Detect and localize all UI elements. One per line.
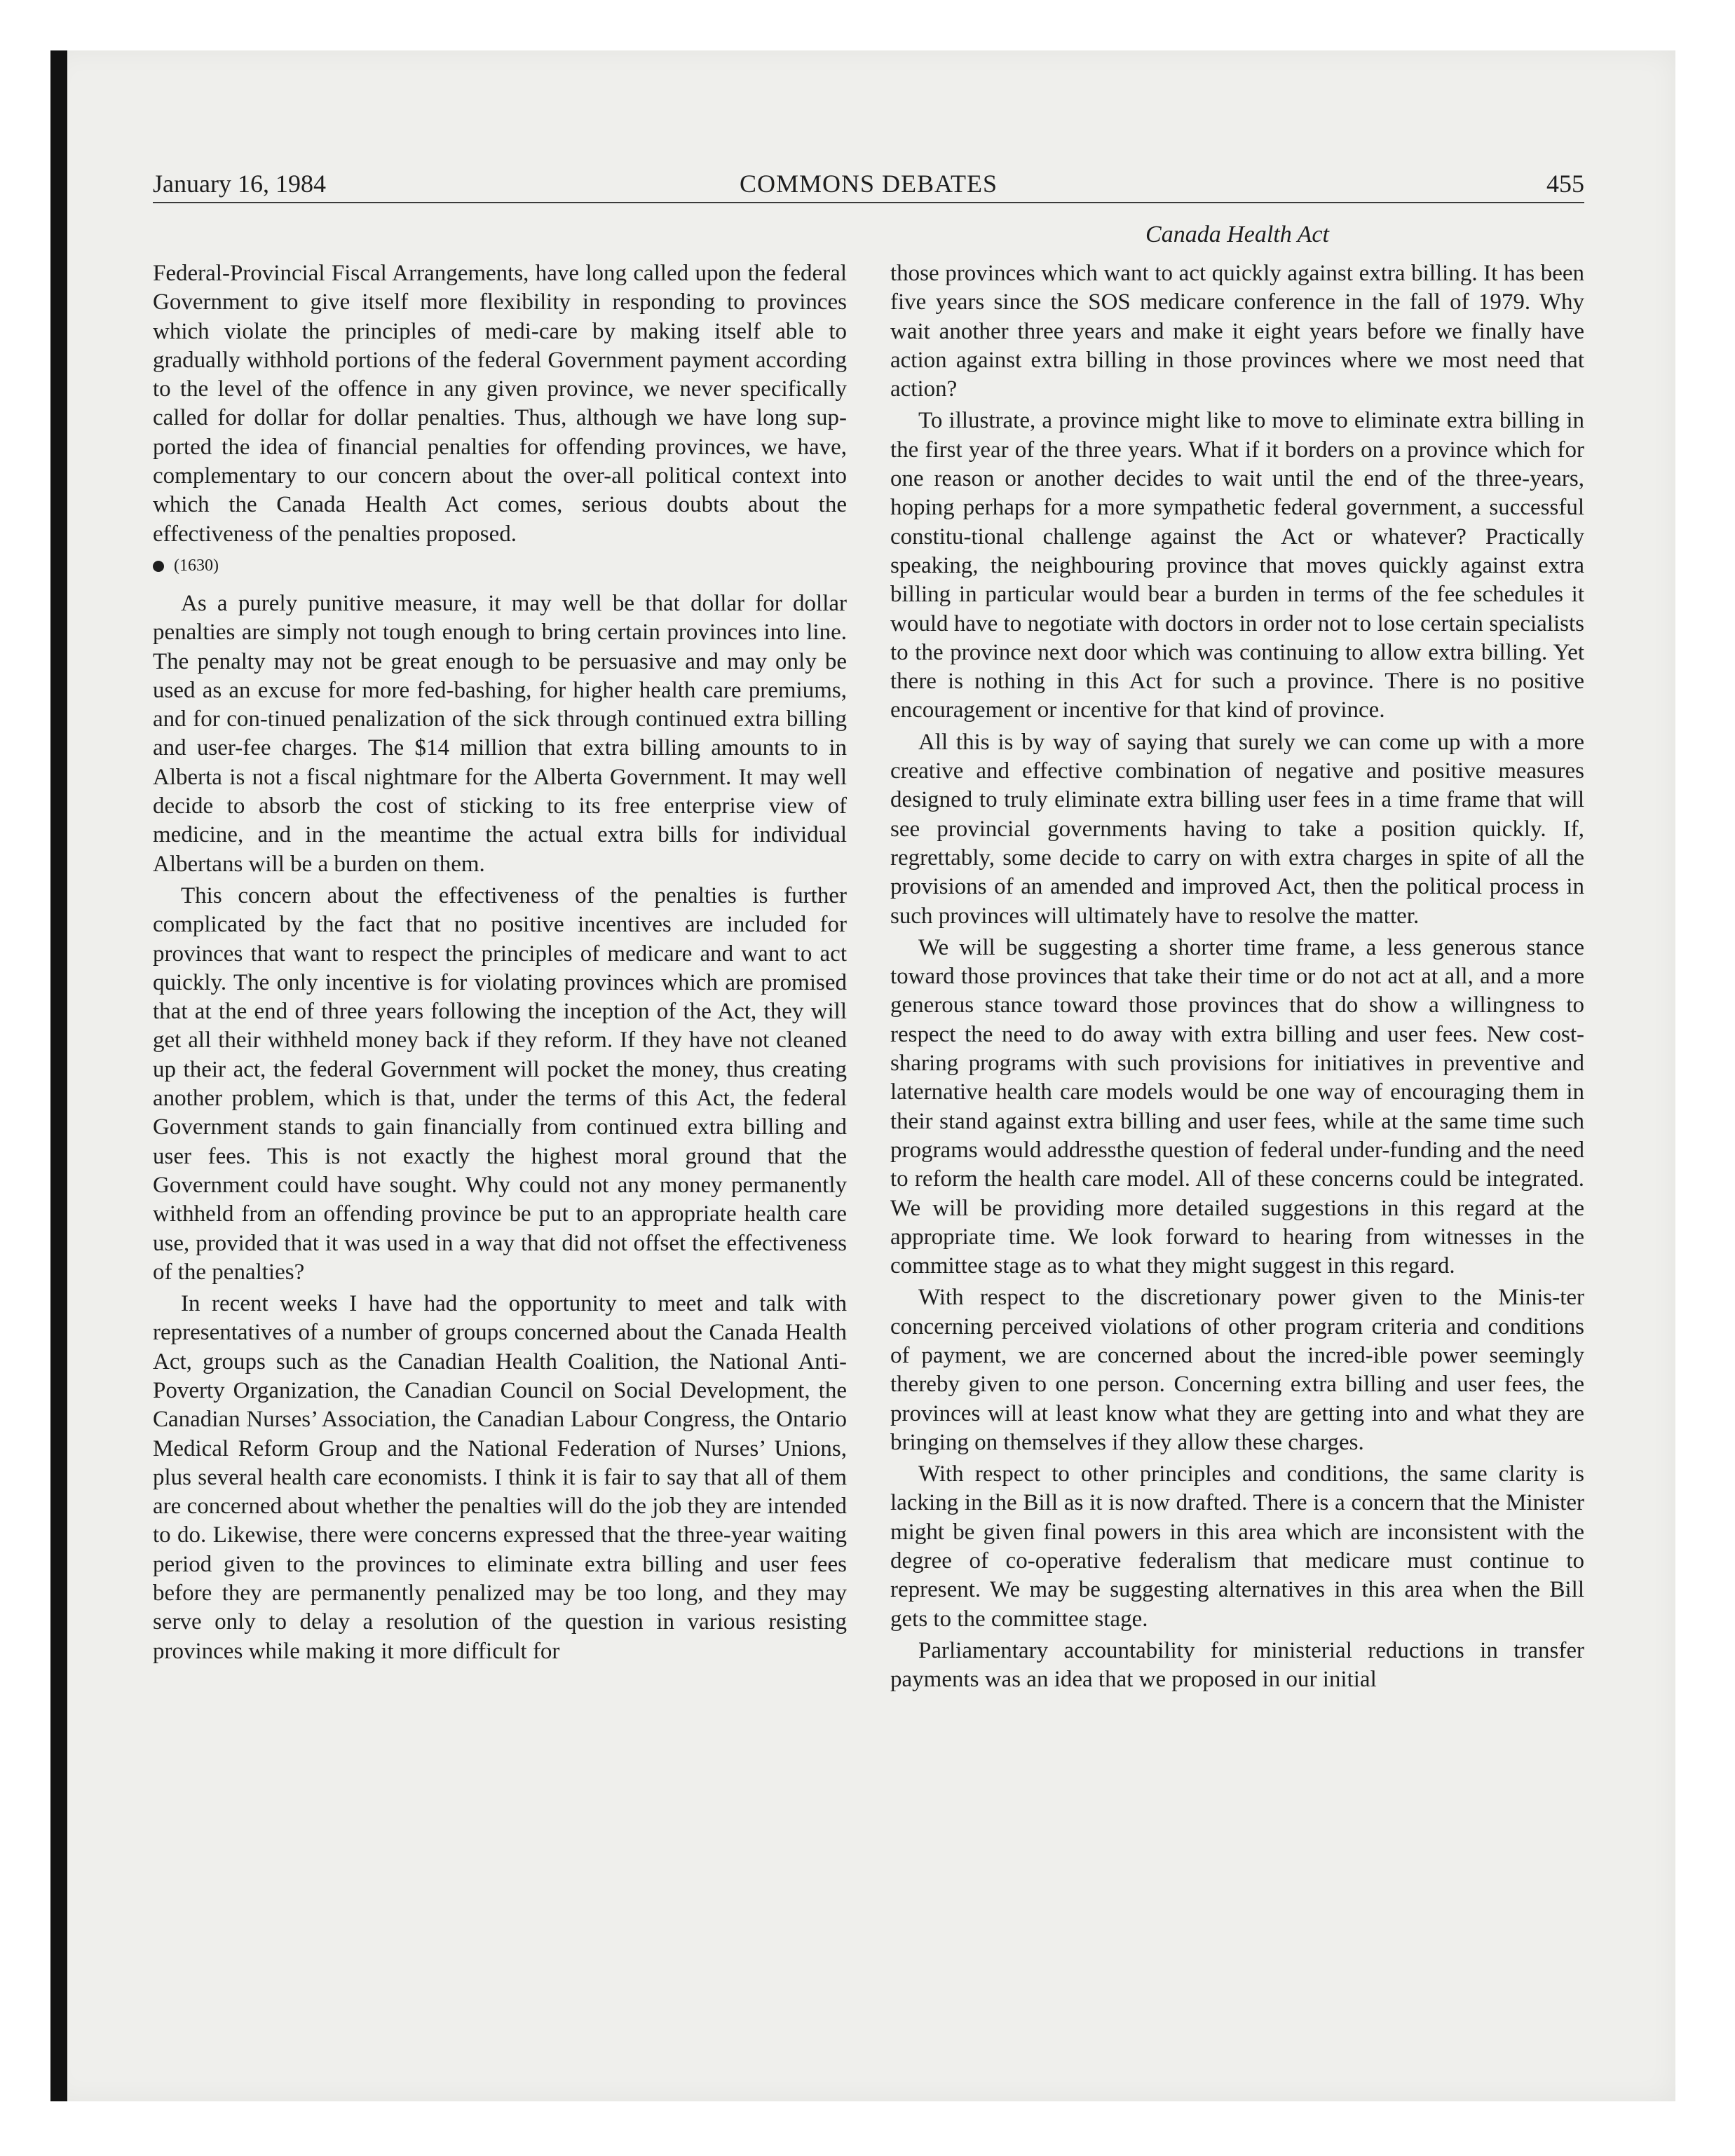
paragraph: In recent weeks I have had the opportunity to meet and talk with representatives of a number of groups concerned about the Canada Health Act, groups such as the Canadian Health Coalition, the National Anti-Poverty Organization, the Canadian Council on Social Development, the Canadian Nurses’ Association, the Canadian Labour Congress, the Ontario Medical Reform Group and the National Federation of Nurses’ Unions, plus several health care economists. I think it is fair to say that all of them are concerned about whether the penalties will do the job they are intended to do. Likewise, there were concerns expressed that the three-year waiting period given to the provinces to eliminate extra billing and user fees before they are permanently penalized may be too long, and they may serve only to delay a resolution of the question in various resisting provinces while making it more difficult for	[153, 1291, 847, 1664]
paragraph: With respect to the discretionary power given to the Minis-ter concerning perceived violations of other program criteria and conditions of payment, we are concerned about the incred-ible power seemingly thereby given to one person. Concerning extra billing and user fees, the provinces will at least know what they are getting into and what they are bringing on themselves if they allow these charges.	[890, 1285, 1584, 1455]
left-column	[153, 259, 847, 1669]
binding-edge	[50, 50, 67, 2101]
paragraph: With respect to other principles and conditions, the same clarity is lacking in the Bill as it is now drafted. There is a concern that the Minister might be given final powers in this area which are inconsistent with the degree of co-operative federalism that medicare must continue to represent. We may be suggesting alternatives in this area when the Bill gets to the committee stage.	[890, 1461, 1584, 1632]
header-date: January 16, 1984	[153, 170, 326, 198]
page-number: 455	[1546, 170, 1584, 198]
time-marker	[153, 553, 847, 578]
paragraph: This concern about the effectiveness of the penalties is further complicated by the fact that no positive incentives are included for provinces that want to respect the principles of medicare and want to act quickly. The only incentive is for violating provinces which are promised that at the end of three years following the inception of the Act, they will get all their withheld money back if they reform. If they have not cleaned up their act, the federal Government will pocket the money, thus creating another problem, which is that, under the terms of this Act, the federal Government stands to gain financially from continued extra billing and user fees. This is not exactly the highest moral ground that the Government could have sought. Why could not any money permanently withheld from an offending province be put to an appropriate health care use, provided that it was used in a way that did not offset the effectiveness of the penalties?	[153, 882, 847, 1285]
header-title: COMMONS DEBATES	[739, 170, 998, 198]
subject-heading: Canada Health Act	[1145, 221, 1329, 247]
paragraph: All this is by way of saying that surely we can come up with a more creative and effective combination of negative and positive measures designed to truly eliminate extra billing user fees in a time frame that will see provincial governments having to take a position quickly. If, regrettably, some decide to carry on with extra charges in spite of all the provisions of an amended and improved Act, then the political process in such provinces will ultimately have to resolve the matter.	[890, 729, 1584, 929]
paragraph: Federal-Provincial Fiscal Arrangements, have long called upon the federal Government to give itself more flexibility in responding to provinces which violate the principles of medi-care by making itself able to gradually withhold portions of the federal Government payment according to the level of the offence in any given province, we never specifically called for dollar for dollar penalties. Thus, although we have long sup-ported the idea of financial penalties for offending provinces, we have, complementary to our concern about the over-all political context into which the Canada Health Act comes, serious doubts about the effectiveness of the penalties proposed.	[153, 261, 847, 547]
page-header	[153, 168, 1584, 203]
paragraph: To illustrate, a province might like to move to eliminate extra billing in the first year of the three years. What if it borders on a province which for one reason or another decides to wait until the end of the three-years, hoping perhaps for a more sympathetic federal government, a successful constitu-tional challenge against the Act or whatever? Practically speaking, the neighbouring province that moves quickly against extra billing in particular would bear a burden in terms of the fee schedules it would have to negotiate with doctors in order not to lose certain specialists to the province next door which was continuing to allow extra billing. Yet there is nothing in this Act for such a province. There is no positive encouragement or incentive for that kind of province.	[890, 408, 1584, 723]
paragraph: those provinces which want to act quickly against extra billing. It has been five years since the SOS medicare conference in the fall of 1979. Why wait another three years and make it eight years before we finally have action against extra billing in those provinces where we most need that action?	[890, 261, 1584, 402]
paragraph: Parliamentary accountability for ministerial reductions in transfer payments was an idea that we proposed in our initial	[890, 1637, 1584, 1693]
paragraph: We will be suggesting a shorter time frame, a less generous stance toward those provinces that take their time or do not act at all, and a more generous stance toward those provinces that do show a willingness to respect the need to do away with extra billing and user fees. New cost-sharing programs with such provisions for initiatives in preventive and laternative health care models would be one way of encouraging them in their stand against extra billing and user fees, while at the same time such programs would addressthe question of federal under-funding and the need to reform the health care model. All of these concerns could be integrated. We will be providing more detailed suggestions in this regard at the appropriate time. We look forward to hearing from witnesses in the committee stage as to what they might suggest in this regard.	[890, 934, 1584, 1279]
paragraph: As a purely punitive measure, it may well be that dollar for dollar penalties are simply not tough enough to bring certain provinces into line. The penalty may not be great enough to be persuasive and may only be used as an excuse for more fed-bashing, for higher health care premiums, and for con-tinued penalization of the sick through continued extra billing and user-fee charges. The $14 million that extra billing amounts to in Alberta is not a fiscal nightmare for the Alberta Government. It may well decide to absorb the cost of sticking to its free enterprise view of medicine, and in the meantime the actual extra bills for individual Albertans will be a burden on them.	[153, 590, 847, 877]
time-marker-label: (1630)	[174, 556, 219, 575]
bullet-icon	[153, 561, 164, 572]
right-column	[890, 259, 1584, 1698]
